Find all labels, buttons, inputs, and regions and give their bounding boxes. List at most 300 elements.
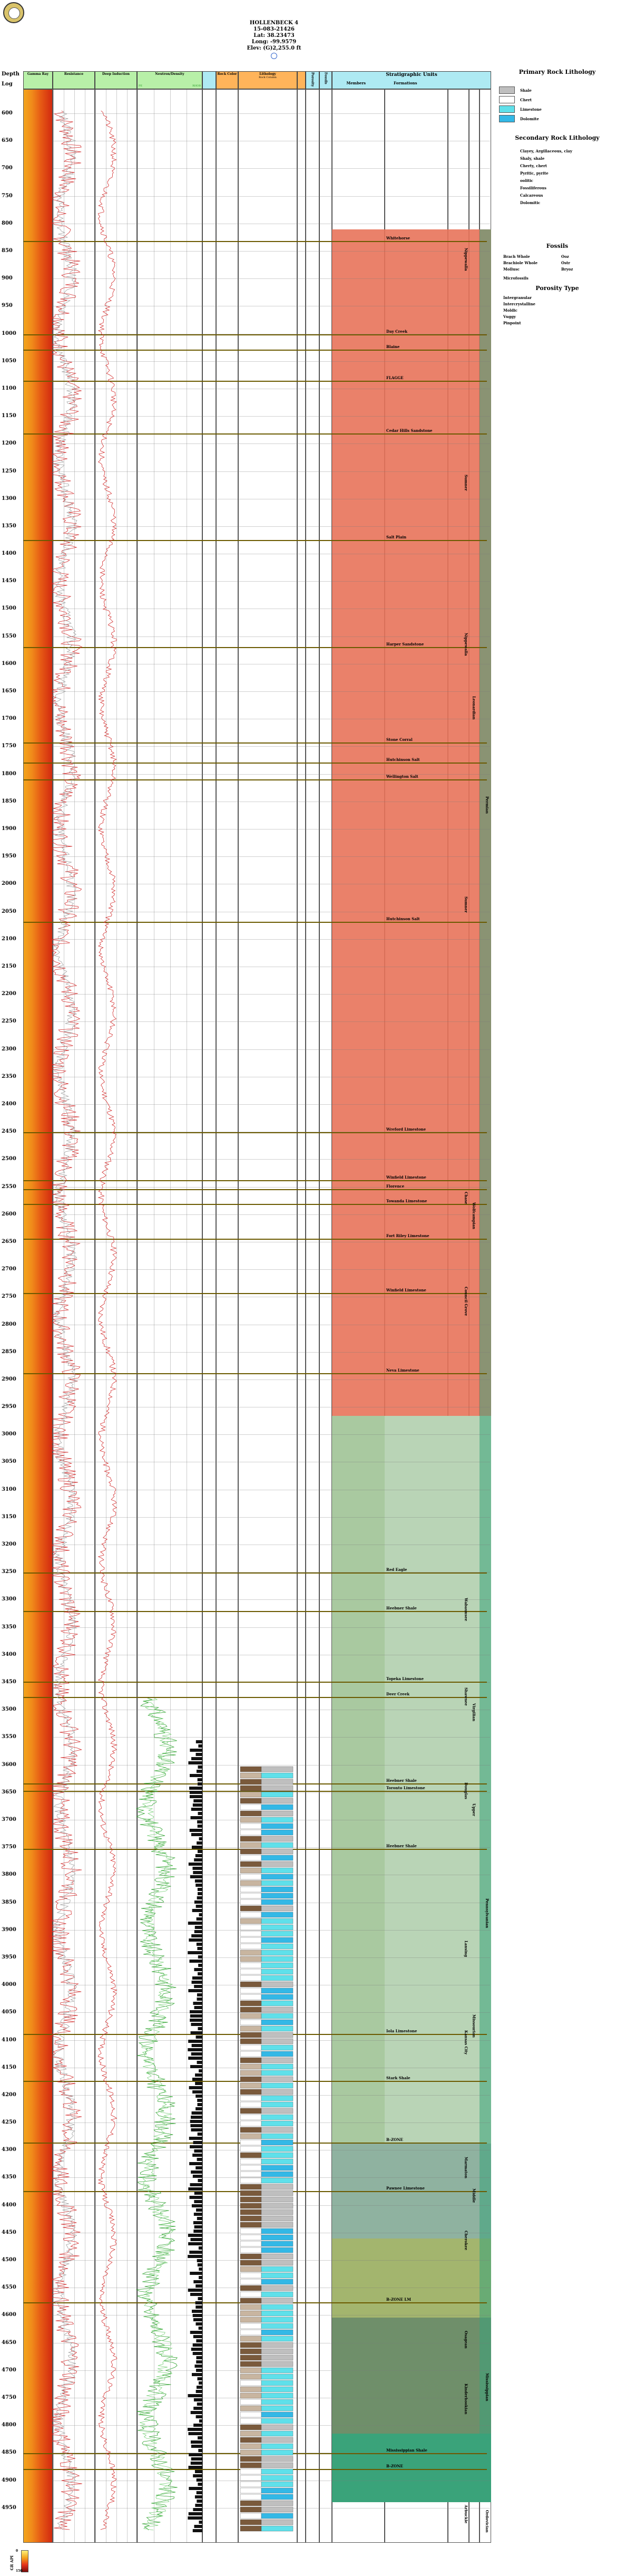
pe-bar	[195, 2095, 202, 2098]
lithology-block	[261, 1950, 293, 1955]
pe-bar	[193, 2508, 202, 2511]
pe-bar	[198, 1782, 202, 1786]
rock-color-block	[240, 2368, 261, 2373]
rock-color-block	[240, 1944, 261, 1949]
lithology-block	[261, 2077, 293, 2082]
group-label: Lansing	[464, 1941, 468, 1957]
lithology-block	[261, 2235, 293, 2240]
pe-bar	[198, 2436, 202, 2439]
lithology-block	[261, 2431, 293, 2436]
group-label: Nippewalla	[464, 248, 468, 271]
depth-label-4150: 4150	[2, 2064, 16, 2070]
rock-color-block	[240, 2197, 261, 2202]
depth-label-1650: 1650	[2, 688, 16, 694]
lithology-block	[261, 1982, 293, 1987]
pe-bar	[191, 2348, 202, 2351]
lithology-block	[261, 1786, 293, 1791]
rock-color-block	[240, 1925, 261, 1930]
depth-label-1900: 1900	[2, 826, 16, 832]
lithology-block	[261, 2311, 293, 2316]
rock-color-block	[240, 1899, 261, 1905]
legend-fossil-2: Mollusc	[503, 267, 520, 272]
depth-label-700: 700	[2, 165, 13, 171]
rock-color-block	[240, 1824, 261, 1829]
rock-color-block	[240, 1779, 261, 1784]
lithology-block	[261, 2064, 293, 2069]
lithology-block	[261, 1893, 293, 1898]
rock-color-label: Rock Color	[217, 72, 237, 76]
pe-bar	[197, 1947, 202, 1950]
pe-bar	[198, 1850, 202, 1853]
member-label: Winfield Limestone	[386, 1175, 426, 1180]
group-label: Leonardian	[472, 696, 476, 720]
pe-bar	[198, 1955, 202, 1958]
rock-color-block	[240, 2526, 261, 2531]
rock-color-block	[240, 2222, 261, 2227]
pe-bar	[192, 2044, 202, 2047]
lithology-block	[261, 2260, 293, 2265]
lithology-block	[261, 1994, 293, 2000]
rock-color-block	[240, 2469, 261, 2474]
rock-color-block	[240, 2380, 261, 2386]
lithology-block	[261, 2032, 293, 2038]
pe-bar	[191, 2462, 202, 2465]
pe-bar	[195, 2082, 202, 2085]
legend-fossil-4: Ostr	[561, 261, 570, 265]
lithology-block	[261, 2355, 293, 2360]
lithology-block	[261, 2089, 293, 2095]
lithology-block	[261, 1849, 293, 1854]
pe-bar	[199, 2069, 202, 2072]
legend-por-4: Pinpoint	[503, 321, 521, 325]
pe-bar	[193, 2529, 202, 2532]
chert-swatch	[499, 96, 515, 103]
lithology-block	[261, 1817, 293, 1822]
strat-units-label: Stratigraphic Units	[386, 72, 437, 78]
lithology-block	[261, 2247, 293, 2253]
pe-bar	[197, 2158, 202, 2161]
depth-label-1850: 1850	[2, 798, 16, 804]
rock-color-block	[240, 2032, 261, 2038]
pe-bar	[197, 2377, 202, 2380]
rock-color-block	[240, 2450, 261, 2455]
pe-bar	[188, 2048, 202, 2051]
rock-color-block	[240, 2456, 261, 2462]
rock-color-block	[240, 2241, 261, 2246]
pe-bar	[191, 1816, 202, 1819]
pe-bar	[191, 1757, 202, 1760]
depth-label-3600: 3600	[2, 1761, 16, 1768]
legend-fossil-1: Brachiole Whole	[503, 261, 538, 265]
pe-bar	[193, 2175, 202, 2178]
depth-label-4800: 4800	[2, 2422, 16, 2428]
legend-fossils-title: Fossils	[546, 243, 569, 249]
rock-color-block	[240, 2418, 261, 2424]
lithology-block	[261, 2526, 293, 2531]
pe-bar	[197, 1896, 202, 1899]
lithology-block	[261, 2323, 293, 2329]
rock-color-block	[240, 1836, 261, 1841]
lithology-block	[261, 1988, 293, 1993]
lithology-block	[261, 2399, 293, 2405]
group-label: Nippewalla	[464, 633, 468, 656]
lithology-block	[261, 1767, 293, 1772]
pe-bar	[198, 1964, 202, 1967]
rock-color-block	[240, 2513, 261, 2519]
lithology-block	[261, 2380, 293, 2386]
pe-bar	[196, 2208, 202, 2212]
members-label: Members	[346, 81, 366, 85]
lithology-block	[261, 1842, 293, 1848]
member-label: Wreford Limestone	[386, 1127, 426, 1132]
deep-induction-label: Deep Induction	[102, 72, 130, 76]
pe-bar	[194, 2006, 202, 2009]
pe-bar	[198, 1825, 202, 1828]
depth-label-4850: 4850	[2, 2449, 16, 2456]
pe-bar	[194, 1900, 202, 1904]
lithology-block	[261, 1811, 293, 1816]
pe-bar	[195, 2470, 202, 2473]
pe-bar	[197, 1998, 202, 2001]
legend-sec-2: Cherty, chert	[520, 163, 547, 168]
pe-bar	[194, 1858, 202, 1861]
pe-bar	[197, 2259, 202, 2262]
depth-label-3800: 3800	[2, 1871, 16, 1878]
member-label: Heebner Shale	[386, 1606, 417, 1610]
depth-label-3700: 3700	[2, 1816, 16, 1822]
depth-label-1150: 1150	[2, 413, 16, 419]
lithology-block	[261, 2279, 293, 2284]
lithology-block	[261, 2007, 293, 2012]
pe-bar	[189, 2487, 202, 2490]
member-label: Heebner Shale	[386, 1778, 417, 1783]
pe-bar	[191, 2445, 202, 2448]
depth-label-4600: 4600	[2, 2312, 16, 2318]
rock-color-block	[240, 2039, 261, 2044]
depth-label-4400: 4400	[2, 2202, 16, 2208]
member-label: Salt Plain	[386, 535, 407, 539]
rock-color-block	[240, 2172, 261, 2177]
lithology-block	[261, 2001, 293, 2006]
rock-color-block	[240, 1906, 261, 1911]
rock-color-block	[240, 2096, 261, 2101]
resistance-curve-2	[54, 111, 77, 2530]
depth-label-4900: 4900	[2, 2477, 16, 2483]
pe-bar	[192, 1981, 202, 1984]
lithology-block	[261, 2349, 293, 2354]
member-label: B-ZONE	[386, 2137, 403, 2142]
member-label: Winfield Limestone	[386, 1288, 426, 1292]
pe-bar	[195, 2305, 202, 2309]
legend-por-0: Intergranular	[503, 295, 532, 300]
pe-bar	[192, 2078, 202, 2081]
rock-color-block	[240, 1817, 261, 1822]
lithology-block	[261, 1830, 293, 1835]
pe-bar	[196, 2035, 202, 2039]
depth-label-2400: 2400	[2, 1101, 16, 1107]
pe-bar	[188, 2432, 202, 2435]
lithology-block	[261, 2475, 293, 2481]
depth-label-2100: 2100	[2, 935, 16, 942]
pe-bar	[192, 1909, 202, 1912]
rock-color-block	[240, 2254, 261, 2259]
pe-bar	[191, 2052, 202, 2056]
depth-label-4450: 4450	[2, 2229, 16, 2235]
rock-color-block	[240, 2235, 261, 2240]
group-label: Chase	[464, 1192, 468, 1204]
pe-bar	[190, 2331, 202, 2334]
lithology-block	[261, 2096, 293, 2101]
lithology-block	[261, 2191, 293, 2196]
lithology-block	[261, 2418, 293, 2424]
pe-bar	[190, 2272, 202, 2275]
pe-bar	[191, 2031, 202, 2034]
pe-bar	[189, 2086, 202, 2089]
pe-bar	[198, 1892, 202, 1895]
lithology-block	[261, 2039, 293, 2044]
depth-label-3850: 3850	[2, 1899, 16, 1905]
pe-bar	[188, 1922, 202, 1925]
pe-bar	[192, 1976, 202, 1980]
pe-bar	[190, 1791, 202, 1794]
rock-color-block	[240, 1918, 261, 1924]
lithology-block	[261, 2241, 293, 2246]
depth-label-1800: 1800	[2, 770, 16, 777]
rock-color-block	[240, 2412, 261, 2417]
lithology-block	[261, 1969, 293, 1974]
lithology-block	[261, 2273, 293, 2278]
rock-color-block	[240, 2266, 261, 2272]
rock-color-block	[240, 2349, 261, 2354]
legend-porosity-title: Porosity Type	[535, 285, 579, 292]
depth-label-3000: 3000	[2, 1431, 16, 1437]
lithology-block	[261, 2134, 293, 2139]
depth-label-4250: 4250	[2, 2119, 16, 2126]
legend-limestone: Limestone	[520, 107, 542, 112]
rock-color-block	[240, 2355, 261, 2360]
legend	[493, 69, 622, 325]
pe-bar	[198, 2133, 202, 2136]
pe-bar	[198, 2297, 202, 2300]
depth-label-4300: 4300	[2, 2147, 16, 2153]
pe-bar	[193, 2141, 202, 2144]
rock-color-block	[240, 2399, 261, 2405]
group-label: Virgilian	[472, 1703, 476, 1722]
depth-label-2200: 2200	[2, 991, 16, 997]
rock-color-block	[240, 2083, 261, 2088]
group-label: Middle	[472, 2188, 476, 2203]
depth-label-1950: 1950	[2, 853, 16, 860]
pe-bar	[193, 2352, 202, 2355]
pe-bar	[190, 2065, 202, 2068]
group-label: Arbuckle	[464, 2505, 468, 2524]
member-label: Day Creek	[386, 329, 408, 334]
legend-fossil-0: Brach Whole	[503, 254, 530, 259]
lithology-block	[261, 1887, 293, 1892]
lithology-block	[261, 2292, 293, 2297]
lithology-block	[261, 2228, 293, 2234]
pe-bar	[188, 1989, 202, 1992]
pe-bar	[196, 2360, 202, 2363]
pe-bar	[192, 2310, 202, 2313]
pe-bar	[198, 1778, 202, 1781]
lithology-block	[261, 1963, 293, 1968]
well-api: 15-083-21426	[253, 26, 295, 32]
well-long: Long: -99.9579	[251, 39, 297, 45]
pe-bar	[195, 2495, 202, 2498]
pe-bar	[190, 1875, 202, 1878]
pe-bar	[191, 2440, 202, 2444]
rock-color-block	[240, 2336, 261, 2341]
shale-swatch	[499, 86, 515, 94]
resistance-label: Resistance	[64, 72, 84, 76]
pe-bar	[191, 2457, 202, 2461]
rock-color-block	[240, 1773, 261, 1778]
depth-label-3750: 3750	[2, 1844, 16, 1850]
depth-label-2000: 2000	[2, 881, 16, 887]
pe-bar	[192, 1867, 202, 1870]
depth-label-1550: 1550	[2, 633, 16, 639]
lithology-block	[261, 2172, 293, 2177]
depth-label-3650: 3650	[2, 1789, 16, 1795]
rock-color-block	[240, 2425, 261, 2430]
lithology-block	[261, 2463, 293, 2468]
depth-label-3900: 3900	[2, 1926, 16, 1933]
depth-label-4350: 4350	[2, 2174, 16, 2181]
lithology-block	[261, 2184, 293, 2189]
legend-fossil-3: Ooz	[561, 254, 569, 259]
pe-bar	[190, 2196, 202, 2199]
depth-label-4650: 4650	[2, 2339, 16, 2346]
lithology-block	[261, 2153, 293, 2158]
depth-label-4050: 4050	[2, 2009, 16, 2015]
pe-bar	[194, 2213, 202, 2216]
depth-label-900: 900	[2, 275, 13, 282]
rock-color-block	[240, 2279, 261, 2284]
pe-bar	[193, 2335, 202, 2338]
rock-color-block	[240, 1994, 261, 2000]
rock-color-block	[240, 1868, 261, 1873]
lithology-block	[261, 2197, 293, 2202]
depth-label-4500: 4500	[2, 2257, 16, 2263]
depth-label-1300: 1300	[2, 495, 16, 501]
depth-label-2950: 2950	[2, 1404, 16, 1410]
lithology-label: Lithology	[259, 72, 276, 76]
rock-color-block	[240, 2045, 261, 2050]
lithology-block	[261, 2469, 293, 2474]
pe-bar	[193, 2314, 202, 2317]
lithology-block	[261, 1931, 293, 1936]
pe-bar	[197, 1820, 202, 1824]
rock-color-block	[240, 2121, 261, 2126]
rock-color-block	[240, 2323, 261, 2329]
group-label: Douglas	[464, 1782, 468, 1799]
rock-color-block	[240, 2020, 261, 2025]
log-label: Log	[2, 81, 13, 87]
group-label: Kansas City	[464, 2030, 468, 2055]
pe-bar	[188, 2242, 202, 2245]
rock-color-block	[240, 2203, 261, 2208]
pe-bar	[188, 2234, 202, 2237]
rock-color-block	[240, 2374, 261, 2379]
lithology-block	[261, 2482, 293, 2487]
pe-bar	[190, 2145, 202, 2148]
depth-label-2600: 2600	[2, 1211, 16, 1217]
pe-bar	[195, 2073, 202, 2077]
lithology-block	[261, 2121, 293, 2126]
pe-bar	[195, 2284, 202, 2288]
lithology-block	[261, 2520, 293, 2525]
pe-bar	[195, 1884, 202, 1887]
pe-bar	[194, 2398, 202, 2401]
lithology-block	[261, 2374, 293, 2379]
pe-bar	[194, 2365, 202, 2368]
lithology-block	[261, 1798, 293, 1803]
rock-color-block	[240, 1811, 261, 1816]
legend-sec-3: Pyritic, pyrite	[520, 171, 549, 176]
pe-bar	[198, 1744, 202, 1748]
depth-label-2450: 2450	[2, 1128, 16, 1135]
depth-label-2650: 2650	[2, 1238, 16, 1244]
pe-bar	[197, 2099, 202, 2102]
group-label: Osagean	[464, 2331, 468, 2349]
depth-label-4200: 4200	[2, 2091, 16, 2098]
rock-color-block	[240, 2127, 261, 2133]
lithology-block	[261, 2361, 293, 2367]
pe-bar	[188, 2394, 202, 2397]
pe-bar	[199, 1913, 202, 1916]
rock-color-block	[240, 2007, 261, 2012]
pe-bar	[193, 2002, 202, 2005]
legend-chert: Chert	[520, 98, 532, 102]
rock-color-block	[240, 1786, 261, 1791]
pe-bar	[194, 2149, 202, 2153]
pe-bar	[196, 2356, 202, 2359]
rock-color-block	[240, 2102, 261, 2107]
pe-bar	[194, 1985, 202, 1988]
group-label: Cherokee	[464, 2231, 468, 2251]
pe-bar	[196, 2390, 202, 2393]
pe-bar	[193, 1803, 202, 1807]
lithology-block	[261, 2513, 293, 2519]
pe-bar	[193, 1799, 202, 1802]
gamma-label: Gamma Ray	[27, 72, 49, 76]
pe-bar	[189, 1938, 202, 1942]
pe-bar	[197, 1943, 202, 1946]
depth-label-2550: 2550	[2, 1183, 16, 1190]
lithology-block	[261, 2304, 293, 2310]
pe-bar	[188, 2516, 202, 2520]
member-label: Iola Limestone	[386, 2029, 417, 2033]
lithology-block	[261, 2020, 293, 2025]
rock-color-block	[240, 2520, 261, 2525]
rock-color-block	[240, 2292, 261, 2297]
pe-bar	[196, 2415, 202, 2418]
legend-por-3: Vuggy	[503, 314, 516, 319]
neutron-density-header: Neutron/Density PE RHOB	[137, 71, 202, 89]
rock-color-block	[240, 2013, 261, 2019]
rock-color-block	[240, 1988, 261, 1993]
pe-bar	[199, 2521, 202, 2524]
depth-label-3450: 3450	[2, 1679, 16, 1685]
depth-label-3100: 3100	[2, 1486, 16, 1492]
pe-bar	[193, 2343, 202, 2347]
lithology-block	[261, 1874, 293, 1879]
group-label: Ordovician	[485, 2510, 490, 2533]
pe-bar	[197, 2491, 202, 2494]
rock-color-block	[240, 2463, 261, 2468]
depth-label-4950: 4950	[2, 2504, 16, 2511]
